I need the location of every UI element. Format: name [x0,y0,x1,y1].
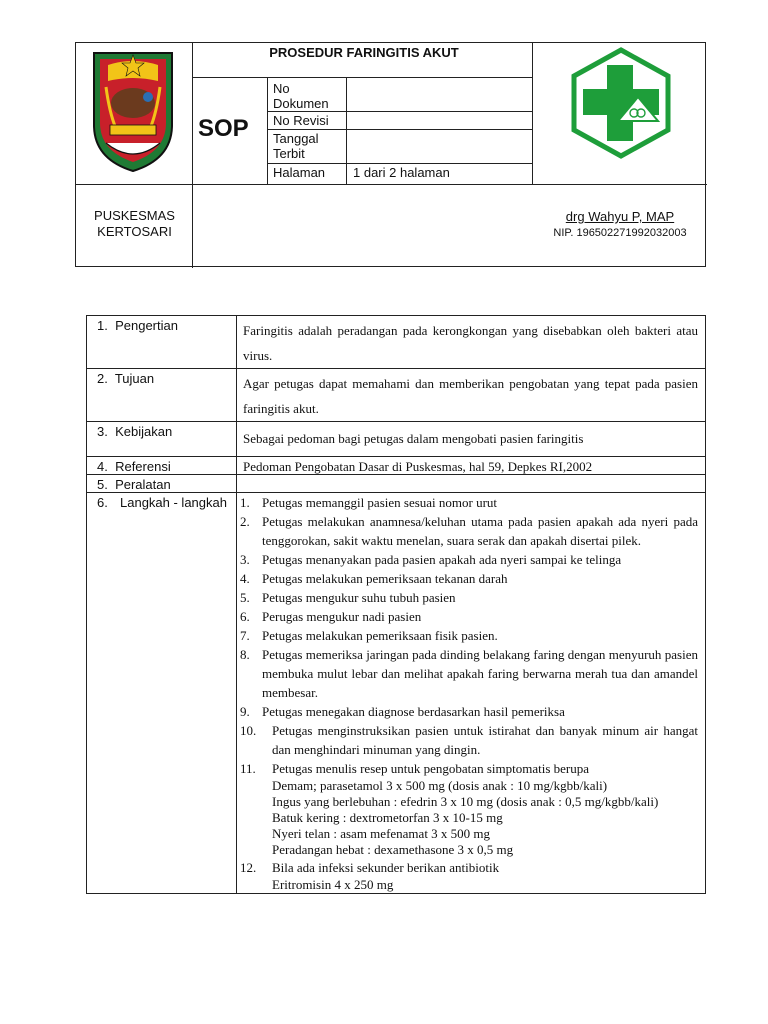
step-subitem: Peradangan hebat : dexamethasone 3 x 0,5 mg [272,842,514,857]
section-number: 1. [97,318,108,333]
document-title: PROSEDUR FARINGITIS AKUT [269,45,459,60]
step-item [240,550,698,569]
step-number: 10. [240,723,257,738]
section-title-cell [87,475,237,493]
section-title-cell [87,369,237,422]
section-number: 3. [97,424,108,439]
section-content: Faringitis adalah peradangan pada kerongkongan yang disebabkan oleh bakteri atau virus. [237,316,706,369]
step-number: 9. [240,704,250,719]
section-title: Pengertian [115,318,178,333]
sop-label: SOP [198,115,249,142]
meta-label-no-revisi: No Revisi [273,113,329,128]
step-text: Petugas memeriksa jaringan pada dinding belakang faring dengan menyuruh pasien membuka mulut lebar dan melihat apakah faring berwarna merah tua dan amandel membesar. [262,647,698,700]
section-number: 5. [97,477,108,492]
organization-line-2: KERTOSARI [97,224,172,239]
step-item [240,759,698,858]
step-text: Petugas memanggil pasien sesuai nomor urut [262,495,498,510]
step-subitem: Demam; parasetamol 3 x 500 mg (dosis anak : 10 mg/kgbb/kali) [272,778,608,793]
section-title: Langkah - langkah [120,495,227,510]
section-title: Tujuan [114,371,155,386]
step-item [240,607,698,626]
step-number: 2. [240,514,250,529]
table-row [87,493,706,894]
step-text: Petugas melakukan pemeriksaan tekanan darah [262,571,508,586]
steps-list [240,493,698,893]
step-item [240,858,698,893]
section-number: 6. [97,495,108,510]
step-text: Bila ada infeksi sekunder berikan antibiotik [272,860,500,875]
section-number: 2. [97,371,108,386]
step-number: 6. [240,609,250,624]
section-content: Agar petugas dapat memahami dan memberikan pengobatan yang tepat pada pasien faringitis akut. [237,369,706,422]
table-row [87,475,706,493]
step-number: 5. [240,590,250,605]
table-row [87,316,706,369]
section-number: 4. [97,459,108,474]
step-item [240,645,698,702]
signer-name: drg Wahyu P, MAP [565,209,675,224]
step-item [240,721,698,759]
step-item [240,626,698,645]
sop-header-table [75,42,706,267]
meta-label-tanggal-terbit: Tanggal Terbit [273,131,319,161]
step-item [240,512,698,550]
step-item [240,702,698,721]
step-number: 8. [240,647,250,662]
section-content: Pedoman Pengobatan Dasar di Puskesmas, hal 59, Depkes RI,2002 [237,457,706,475]
step-number: 1. [240,495,250,510]
organization-line-1: PUSKESMAS [94,208,175,223]
section-title-cell [87,422,237,457]
step-number: 3. [240,552,250,567]
step-text: Petugas menginstruksikan pasien untuk istirahat dan banyak minum air hangat dan menghindari minuman yang dingin. [272,723,698,757]
step-text: Petugas melakukan pemeriksaan fisik pasien. [262,628,498,643]
step-text: Petugas menegakan diagnose berdasarkan hasil pemeriksa [262,704,565,719]
step-text: Petugas melakukan anamnesa/keluhan utama pada pasien apakah ada nyeri pada tenggorokan, sakit waktu menelan, suara serak dan apakah disertai pilek. [262,514,698,548]
section-content: Sebagai pedoman bagi petugas dalam mengobati pasien faringitis [237,422,706,457]
step-text: Petugas menanyakan pada pasien apakah ada nyeri sampai ke telinga [262,552,622,567]
step-item [240,588,698,607]
step-item [240,569,698,588]
step-number: 11. [240,761,256,776]
section-title: Peralatan [115,477,171,492]
steps-cell [237,493,706,894]
section-title-cell [87,457,237,475]
procedure-table [86,315,706,894]
meta-value-halaman: 1 dari 2 halaman [353,165,450,180]
step-number: 4. [240,571,250,586]
signer-nip: NIP. 196502271992032003 [553,227,687,239]
table-row [87,457,706,475]
puskesmas-logo [568,47,674,159]
step-number: 7. [240,628,250,643]
meta-label-no-dokumen: No Dokumen [273,81,329,111]
step-item [240,493,698,512]
section-title-cell [87,316,237,369]
section-title-cell [87,493,237,894]
table-row [87,369,706,422]
meta-label-halaman: Halaman [273,165,326,180]
section-content [237,475,706,493]
step-subitem: Eritromisin 4 x 250 mg [272,877,394,892]
organization-name [76,208,193,240]
step-subitem: Batuk kering : dextrometorfan 3 x 10-15 mg [272,810,503,825]
step-text: Perugas mengukur nadi pasien [262,609,422,624]
section-title: Kebijakan [115,424,173,439]
table-row [87,422,706,457]
step-text: Petugas menulis resep untuk pengobatan simptomatis berupa [272,761,589,776]
step-text: Petugas mengukur suhu tubuh pasien [262,590,456,605]
section-title: Referensi [115,459,171,474]
step-number: 12. [240,860,257,875]
banyuwangi-crest-logo [88,47,178,175]
step-subitem: Ingus yang berlebuhan : efedrin 3 x 10 mg (dosis anak : 0,5 mg/kgbb/kali) [272,794,659,809]
step-subitem: Nyeri telan : asam mefenamat 3 x 500 mg [272,826,491,841]
